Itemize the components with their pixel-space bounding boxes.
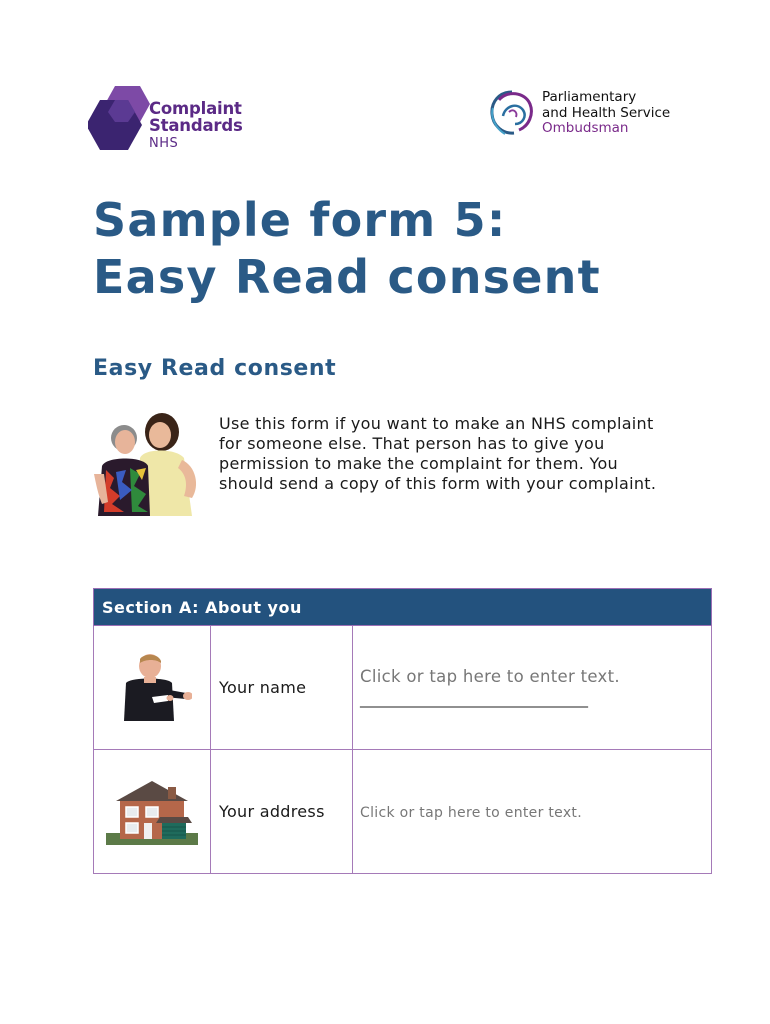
logo-text-complaint: Complaint	[149, 99, 242, 118]
table-row	[94, 750, 712, 874]
your-name-placeholder[interactable]: Click or tap here to enter text.	[360, 667, 620, 686]
man-pointing-picture-icon	[112, 653, 192, 723]
complaint-standards-logo-icon	[88, 84, 150, 154]
section-heading: Easy Read consent	[93, 356, 337, 381]
logo-text-nhs: NHS	[149, 136, 179, 151]
house-picture-icon	[104, 777, 200, 847]
page-title	[93, 192, 601, 306]
your-name-label: Your name	[211, 626, 353, 750]
page-title-line2: Easy Read consent	[93, 250, 601, 304]
complaint-standards-logo	[88, 84, 258, 154]
name-picture-cell	[94, 626, 211, 750]
two-women-picture-icon	[92, 408, 210, 518]
phso-logo-icon	[487, 86, 537, 140]
logo-text-standards: Standards	[149, 116, 243, 135]
page-title-line1: Sample form 5:	[93, 193, 507, 247]
logo-text-health-service: and Health Service	[542, 104, 671, 121]
your-name-field[interactable]	[353, 626, 712, 750]
section-a-header: Section A: About you	[94, 589, 712, 626]
intro-paragraph: Use this form if you want to make an NHS complaint for someone else. That person has to give you permission to make the complaint for them. You should send a copy of this form with your complaint.	[219, 414, 657, 493]
two-women-picture	[92, 408, 210, 518]
address-picture-cell	[94, 750, 211, 874]
logo-text-ombudsman: Ombudsman	[542, 120, 629, 136]
section-a-table	[93, 588, 712, 874]
logo-text-parliamentary: Parliamentary	[542, 89, 637, 105]
your-name-underline: ___________________________________	[360, 692, 588, 708]
your-address-placeholder[interactable]: Click or tap here to enter text.	[360, 805, 582, 821]
phso-logo	[487, 86, 687, 142]
table-row	[94, 626, 712, 750]
your-address-field[interactable]	[353, 750, 712, 874]
your-address-label: Your address	[211, 750, 353, 874]
